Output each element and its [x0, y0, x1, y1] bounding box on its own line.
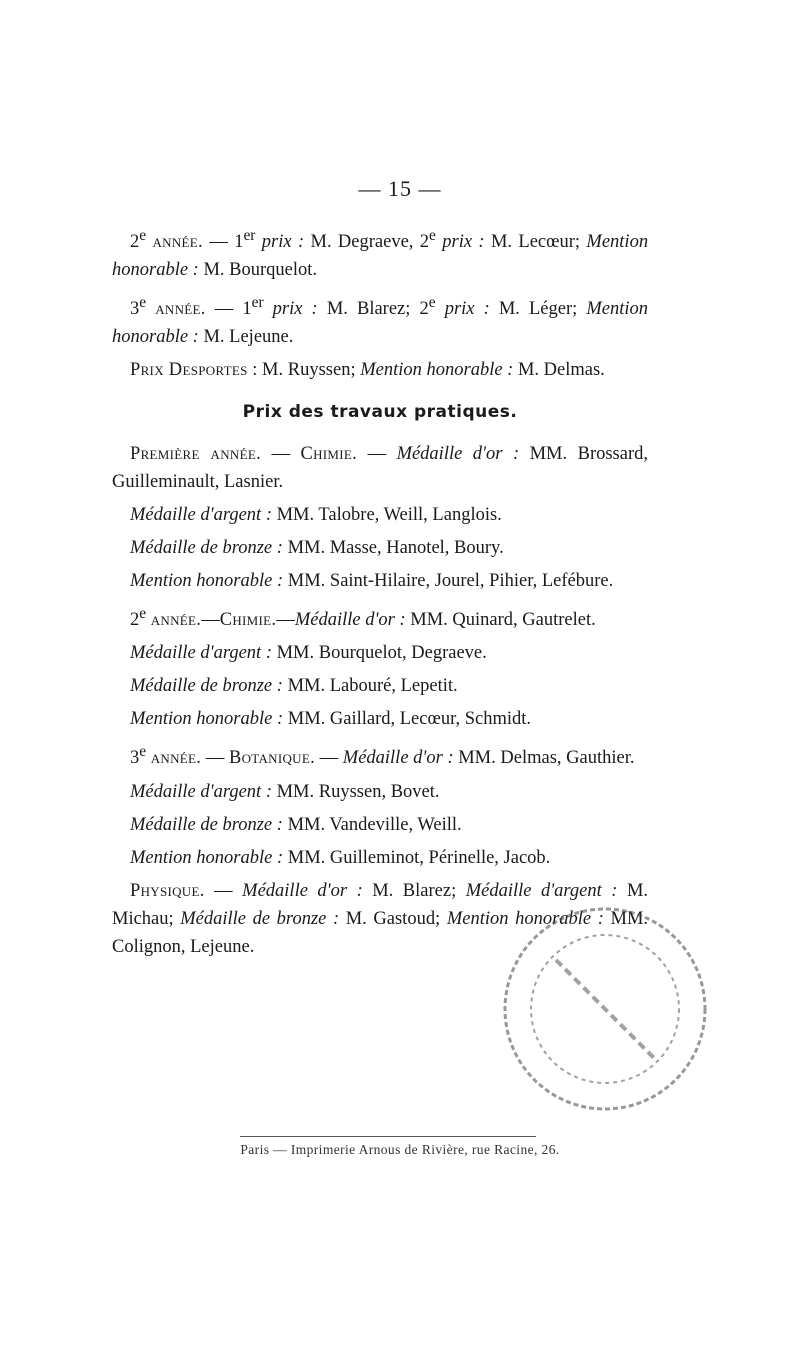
text: M. Léger;: [498, 299, 578, 320]
section-heading: Prix des travaux pratiques.: [242, 402, 518, 423]
text: M. Lejeune.: [203, 327, 294, 348]
text: Médaille de bronze :: [130, 538, 283, 559]
award-line: [112, 672, 648, 700]
text: Médaille d'or :: [242, 880, 363, 901]
text: —: [319, 748, 339, 769]
text: Mention honorable :: [130, 709, 284, 730]
text: MM. Labouré, Lepetit.: [287, 676, 458, 697]
text: Médaille d'argent :: [130, 781, 272, 802]
award-line: [112, 811, 648, 839]
text: —: [271, 444, 290, 465]
text: MM. Delmas, Gauthier.: [458, 748, 635, 769]
text: M. Michau;: [112, 880, 649, 929]
text: e: [139, 294, 147, 312]
text: MM. Talobre, Weill, Langlois.: [276, 505, 502, 526]
paragraph-premiere-annee: [112, 440, 648, 496]
text: 3: [130, 748, 140, 769]
text: année.: [150, 748, 202, 769]
award-line: [112, 567, 648, 595]
text: M. Bourquelot.: [203, 260, 318, 281]
award-line: [112, 844, 648, 872]
paragraph-deuxieme-annee: [112, 600, 648, 634]
text: e: [428, 294, 436, 312]
text: —: [205, 748, 225, 769]
text: MM. Gaillard, Lecœur, Schmidt.: [287, 709, 532, 730]
text: 3: [130, 299, 140, 320]
text: Prix Desportes: [130, 360, 248, 381]
text: Mention honorable :: [360, 360, 514, 381]
paragraph-2e-annee: [112, 222, 648, 284]
text: Physique.: [130, 880, 205, 901]
text: — 1: [214, 299, 252, 320]
library-stamp: [496, 900, 714, 1118]
text: Médaille d'or :: [342, 748, 454, 769]
text: 2: [130, 610, 140, 631]
award-line: [112, 534, 648, 562]
text: MM. Colignon, Lejeune.: [112, 908, 649, 957]
footer-rule: [240, 1136, 536, 1137]
award-line: [112, 778, 648, 806]
text: année.: [150, 610, 202, 631]
paragraph-prix-desportes: [112, 356, 648, 384]
text: Mention honorable :: [130, 847, 284, 868]
text: prix :: [261, 232, 305, 253]
text: M. Degraeve, 2: [310, 232, 430, 253]
text: Chimie.: [219, 610, 277, 631]
paragraph-troisieme-annee: [112, 738, 648, 772]
text: Médaille de bronze :: [180, 908, 340, 929]
text: Chimie.: [300, 444, 358, 465]
text: —: [201, 610, 220, 631]
text: M. Blarez;: [372, 880, 457, 901]
text: MM. Masse, Hanotel, Boury.: [287, 538, 504, 559]
text: MM. Vandeville, Weill.: [287, 814, 462, 835]
text: M. Gastoud;: [345, 908, 441, 929]
text: —: [214, 880, 233, 901]
award-line: [112, 705, 648, 733]
text: Médaille d'argent :: [465, 880, 618, 901]
text: er: [243, 227, 256, 244]
text: : M. Ruyssen;: [252, 360, 356, 381]
text: Médaille de bronze :: [130, 676, 283, 697]
text: Première année.: [130, 444, 261, 465]
text: Médaille d'or :: [396, 444, 520, 465]
text: Médaille d'argent :: [130, 505, 272, 526]
text: — 1: [209, 232, 244, 253]
text: prix :: [444, 299, 490, 320]
stamp-diagonal: [556, 960, 654, 1058]
text: e: [139, 605, 147, 623]
award-line: [112, 639, 648, 667]
text: —: [276, 610, 295, 631]
text: MM. Brossard, Guilleminault, Lasnier.: [112, 444, 648, 493]
text: MM. Ruyssen, Bovet.: [276, 781, 440, 802]
text: MM. Saint-Hilaire, Jourel, Pihier, Lefébure.: [287, 571, 614, 592]
text: prix :: [442, 232, 485, 253]
text: prix :: [272, 299, 318, 320]
text: Médaille d'or :: [294, 610, 406, 631]
text: M. Lecœur;: [490, 232, 581, 253]
text: e: [139, 227, 147, 244]
text: M. Blarez; 2: [326, 299, 429, 320]
printer-imprint: Paris — Imprimerie Arnous de Rivière, rue Racine, 26.: [240, 1142, 560, 1157]
text: Mention honorable :: [130, 571, 284, 592]
text: M. Delmas.: [517, 360, 605, 381]
page-number: — 15 —: [358, 176, 442, 201]
text: Botanique.: [228, 748, 316, 769]
text: Médaille d'argent :: [130, 643, 272, 664]
award-line: [112, 501, 648, 529]
text: MM. Guilleminot, Périnelle, Jacob.: [287, 847, 551, 868]
document-body: [112, 222, 648, 966]
text: e: [139, 743, 147, 761]
text: MM. Quinard, Gautrelet.: [410, 610, 596, 631]
text: année.: [155, 299, 206, 320]
text: année.: [152, 232, 203, 253]
text: Médaille de bronze :: [130, 814, 283, 835]
text: e: [429, 227, 436, 244]
text: —: [367, 444, 387, 465]
text: Mention honorable :: [446, 908, 604, 929]
text: Mention honorable :: [112, 299, 649, 348]
text: MM. Bourquelot, Degraeve.: [276, 643, 487, 664]
text: er: [251, 294, 264, 312]
paragraph-3e-annee: [112, 289, 648, 351]
text: 2: [130, 232, 140, 253]
text: Mention honorable :: [112, 232, 649, 281]
